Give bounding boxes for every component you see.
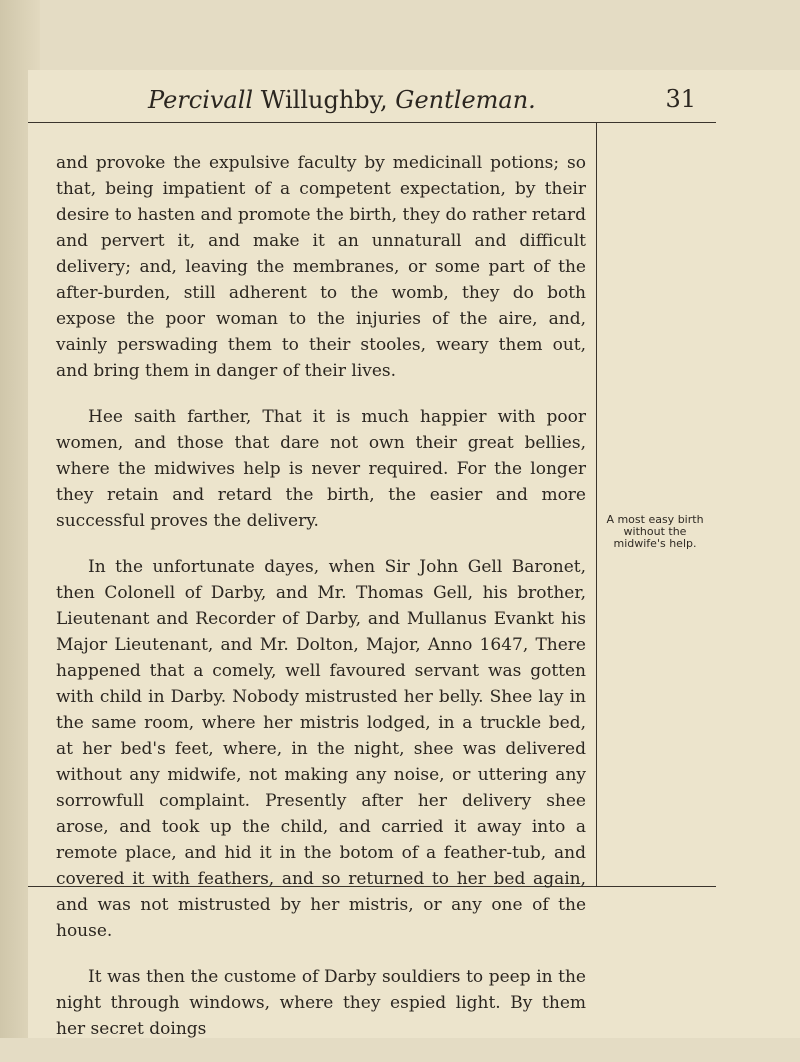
marginal-note: A most easy birth without the midwife's help. [606,513,704,550]
book-page [28,70,800,1038]
page-header [28,70,716,120]
header-rule [28,122,716,123]
paragraph-1: and provoke the expulsive faculty by medicinall potions; so that, being impatient of a competent expectation, by their desire to hasten and promote the birth, they do rather retard and pervert it, and make it an unnaturall and difficult delivery; and, leaving the membranes, or some part of the after-burden, still adherent to the womb, they do both expose the poor woman to the injuries of the aire, and, vainly perswading them to their stooles, weary them out, and bring them in danger of their lives. [56,153,586,381]
paragraph-3: In the unfortunate dayes, when Sir John Gell Baronet, then Colonell of Darby, and Mr. Thomas Gell, his brother, Lieutenant and Recorder of Darby, and Mullanus Evankt his Major Lieutenant, and Mr. Dolton, Major, Anno 1647, There happened that a comely, well favoured servant was gotten with child in Darby. Nobody mistrusted her belly. Shee lay in the same room, where her mistris lodged, in a truckle bed, at her bed's feet, where, in the night, shee was delivered without any midwife, not making any noise, or uttering any sorrowfull complaint. Presently after her delivery shee arose, and took up the child, and carried it away into a remote place, and hid it in the botom of a feather-tub, and covered it with feathers, and so returned to her bed again, and was not mistrusted by her mistris, or any one of the house. [56,557,586,941]
paragraph-4: It was then the custome of Darby souldiers to peep in the night through windows, where they espied light. By them her secret doings [56,967,586,1039]
paragraph-2: Hee saith farther, That it is much happier with poor women, and those that dare not own their great bellies, where the midwives help is never required. For the longer they retain and retard the birth, the easier and more successful proves the delivery. [56,407,586,531]
margin-rule [596,122,597,886]
running-title-part-1: Percivall [148,86,254,114]
page-number: 31 [665,85,696,113]
running-title-part-2: Willughby, [260,86,388,114]
body-text [56,150,586,1062]
running-title-part-3: Gentleman. [395,86,536,114]
running-title [148,86,536,114]
